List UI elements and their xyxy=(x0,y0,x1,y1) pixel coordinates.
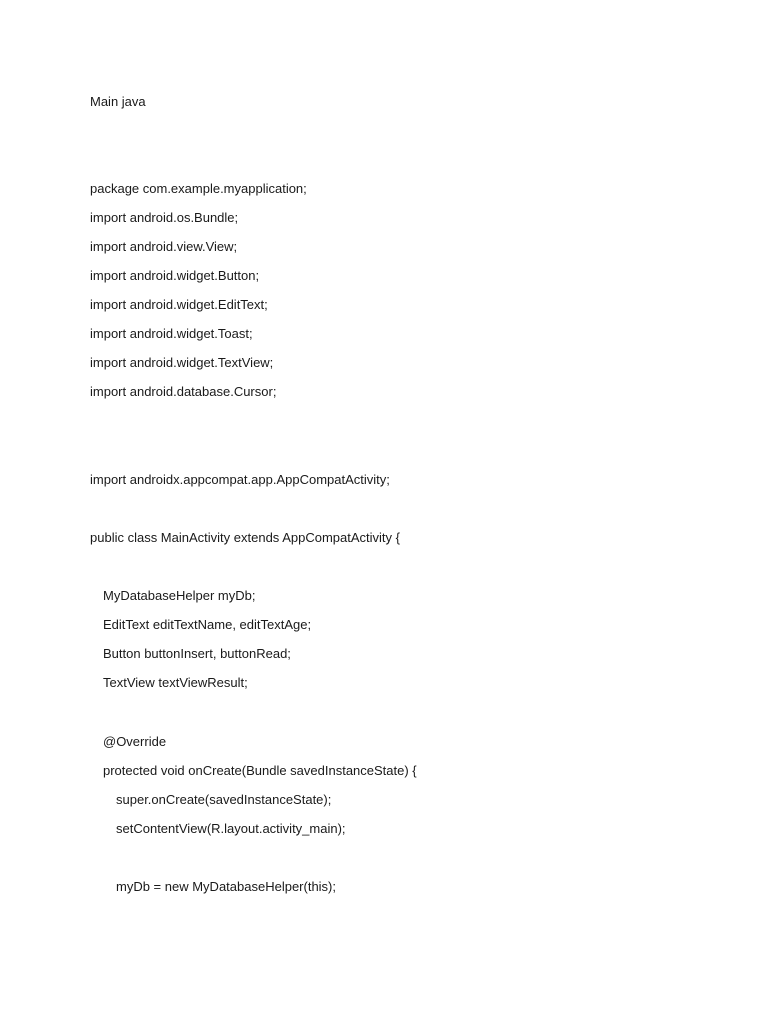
code-line-field: EditText editTextName, editTextAge; xyxy=(103,617,312,632)
code-line-import: import android.os.Bundle; xyxy=(90,210,239,225)
code-line-field: TextView textViewResult; xyxy=(103,675,248,690)
code-line-import: import android.widget.EditText; xyxy=(90,297,268,312)
code-line-import: import android.database.Cursor; xyxy=(90,384,277,399)
code-line-statement: super.onCreate(savedInstanceState); xyxy=(116,792,332,807)
code-line-field: Button buttonInsert, buttonRead; xyxy=(103,646,291,661)
code-line-import: import android.widget.Button; xyxy=(90,268,260,283)
document-heading: Main java xyxy=(90,94,146,109)
code-line-annotation: @Override xyxy=(103,734,167,749)
code-line-class-declaration: public class MainActivity extends AppCompatActivity { xyxy=(90,530,400,545)
code-line-statement: myDb = new MyDatabaseHelper(this); xyxy=(116,879,336,894)
code-line-import: import android.view.View; xyxy=(90,239,238,254)
code-line-import: import android.widget.TextView; xyxy=(90,355,274,370)
code-line-statement: setContentView(R.layout.activity_main); xyxy=(116,821,346,836)
code-line-method-declaration: protected void onCreate(Bundle savedInstanceState) { xyxy=(103,763,417,778)
code-line-package: package com.example.myapplication; xyxy=(90,181,307,196)
code-line-field: MyDatabaseHelper myDb; xyxy=(103,588,256,603)
code-line-import: import android.widget.Toast; xyxy=(90,326,253,341)
code-line-import: import androidx.appcompat.app.AppCompatActivity; xyxy=(90,472,390,487)
